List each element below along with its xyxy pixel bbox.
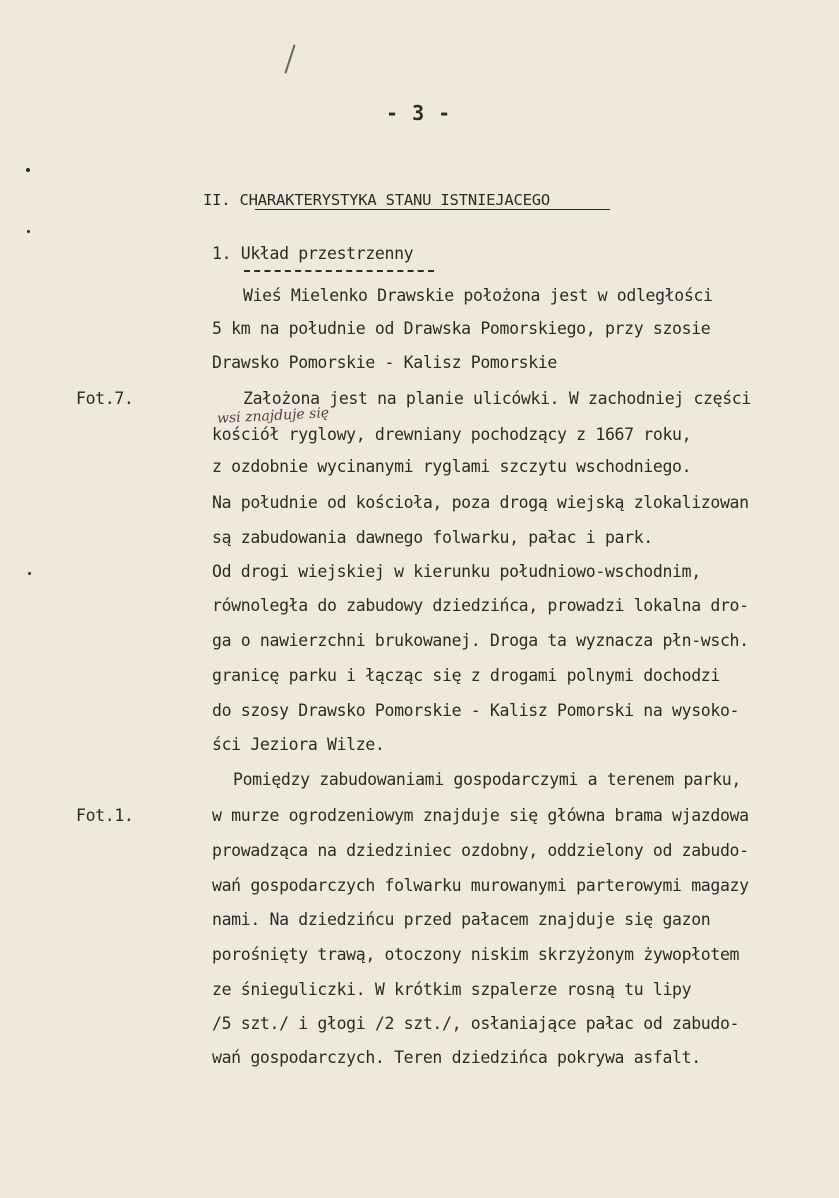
body-line: równoległa do zabudowy dziedzińca, prowadzi lokalna dro- xyxy=(212,596,749,615)
body-line: Założona jest na planie ulicówki. W zachodniej części xyxy=(243,389,751,408)
section-heading: II. CHARAKTERYSTYKA STANU ISTNIEJACEGO xyxy=(203,191,551,209)
body-line: prowadząca na dziedziniec ozdobny, oddzielony od zabudo- xyxy=(212,841,749,860)
subsection-heading: 1. Układ przestrzenny xyxy=(212,244,414,263)
body-line: nami. Na dziedzińcu przed pałacem znajduje się gazon xyxy=(212,910,711,929)
body-line: do szosy Drawsko Pomorskie - Kalisz Pomorski na wysoko- xyxy=(212,701,740,720)
body-line: granicę parku i łącząc się z drogami polnymi dochodzi xyxy=(212,666,720,685)
margin-note-photo: Fot.7. xyxy=(76,389,134,408)
body-line: wań gospodarczych folwarku murowanymi parterowymi magazy xyxy=(212,876,749,895)
body-line: Od drogi wiejskiej w kierunku południowo-wschodnim, xyxy=(212,562,701,581)
binder-hole-mark xyxy=(28,572,31,575)
body-line: porośnięty trawą, otoczony niskim skrzyżonym żywopłotem xyxy=(212,945,740,964)
body-line: /5 szt./ i głogi /2 szt./, osłaniające pałac od zabudo- xyxy=(212,1014,740,1033)
body-line: są zabudowania dawnego folwarku, pałac i park. xyxy=(212,528,653,547)
page-number: - 3 - xyxy=(386,101,452,125)
body-line: Wieś Mielenko Drawskie położona jest w odległości xyxy=(243,286,713,305)
pen-stroke-mark xyxy=(284,45,295,74)
body-line: wań gospodarczych. Teren dziedzińca pokrywa asfalt. xyxy=(212,1048,701,1067)
body-line: kościół ryglowy, drewniany pochodzący z 1667 roku, xyxy=(212,425,692,444)
body-line: 5 km na południe od Drawska Pomorskiego, przy szosie xyxy=(212,319,711,338)
body-line: ze śnieguliczki. W krótkim szpalerze rosną tu lipy xyxy=(212,980,692,999)
body-line: Pomiędzy zabudowaniami gospodarczymi a terenem parku, xyxy=(233,770,741,789)
body-line: ga o nawierzchni brukowanej. Droga ta wyznacza płn-wsch. xyxy=(212,631,749,650)
binder-hole-mark xyxy=(26,168,30,172)
subsection-heading-underline xyxy=(244,270,434,272)
body-line: Na południe od kościoła, poza drogą wiejską zlokalizowan xyxy=(212,493,749,512)
body-line: w murze ogrodzeniowym znajduje się główna brama wjazdowa xyxy=(212,806,749,825)
body-line: Drawsko Pomorskie - Kalisz Pomorskie xyxy=(212,353,558,372)
handwritten-insertion: wsi znajduje się xyxy=(216,405,330,427)
section-heading-underline xyxy=(255,209,610,210)
margin-note-photo: Fot.1. xyxy=(76,806,134,825)
body-line: z ozdobnie wycinanymi ryglami szczytu wschodniego. xyxy=(212,457,692,476)
binder-hole-mark xyxy=(27,230,30,233)
body-line: ści Jeziora Wilze. xyxy=(212,735,385,754)
